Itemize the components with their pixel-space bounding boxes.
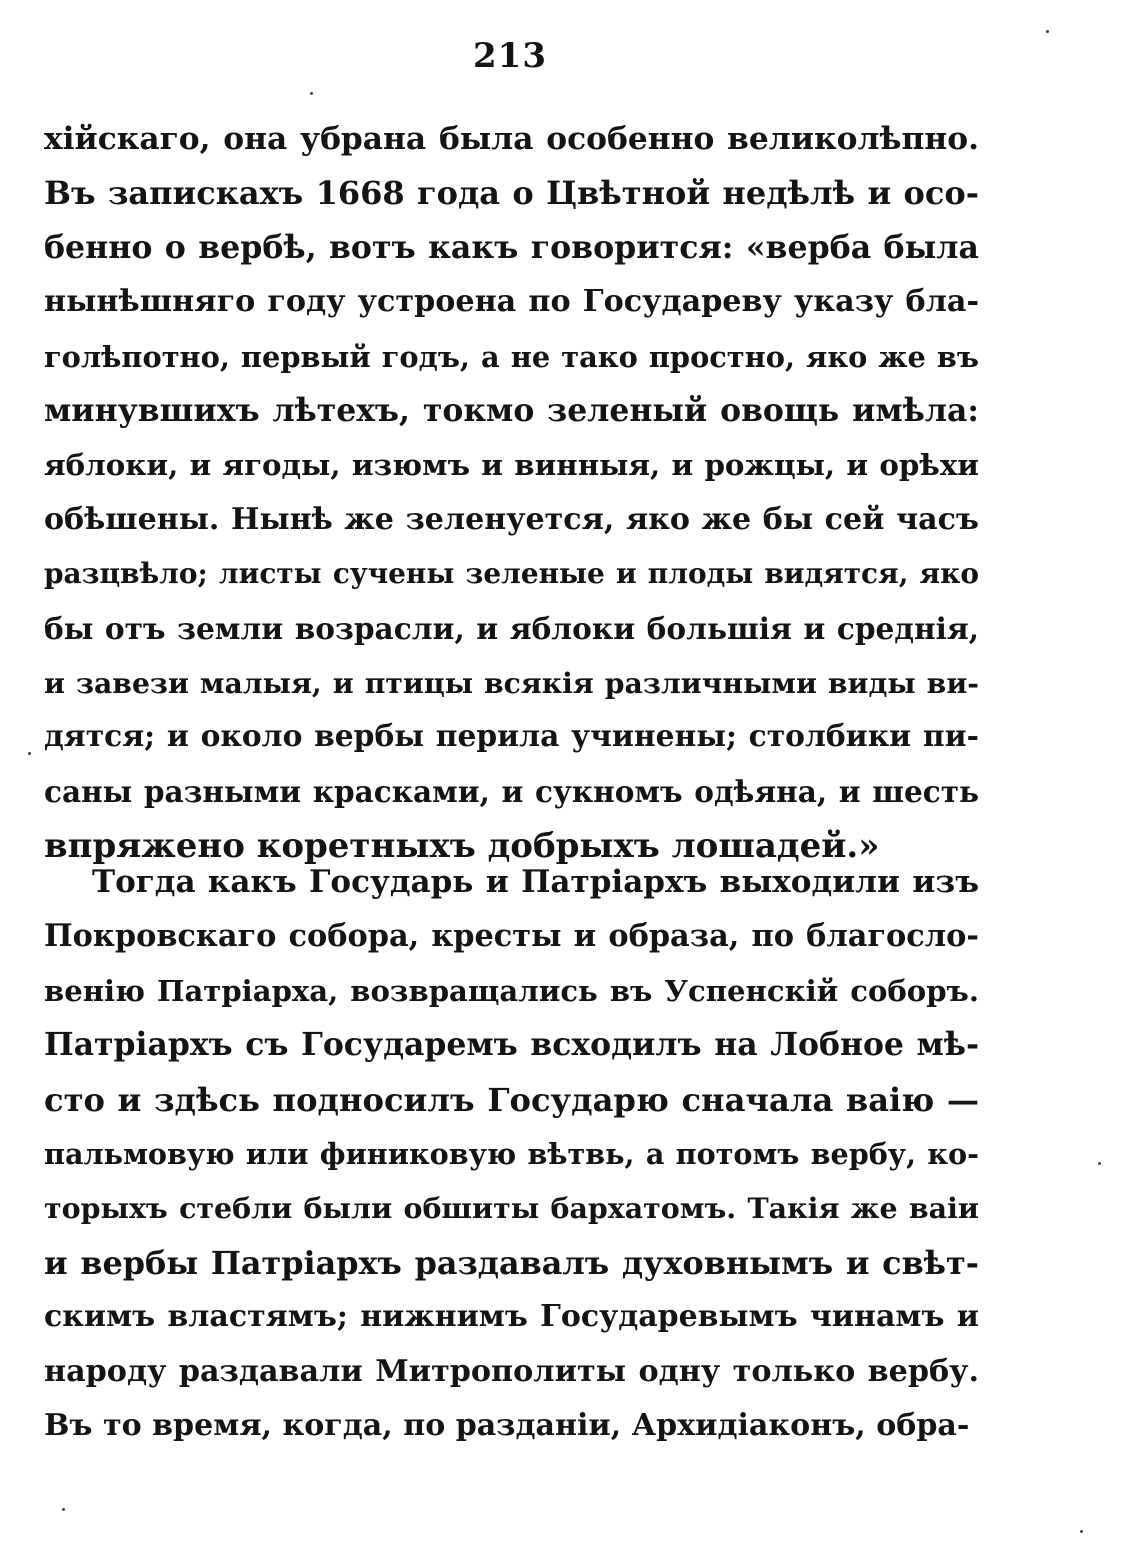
print-speck: [28, 752, 31, 755]
text-line: сто и здѣсь подносилъ Государю сначала ваію —: [44, 1080, 979, 1119]
text-line: яблоки, и ягоды, изюмъ и винныя, и рожцы, и орѣхи: [44, 448, 979, 483]
text-line: бенно о вербѣ, вотъ какъ говорится: «верба была: [44, 228, 979, 266]
text-line: народу раздавали Митрополиты одну только вербу.: [44, 1353, 979, 1389]
text-line: и завези малыя, и птицы всякія различными виды ви-: [44, 665, 979, 700]
print-speck: [1080, 1530, 1083, 1533]
text-line: хійскаго, она убрана была особенно великолѣпно.: [44, 121, 979, 157]
page-number: 213: [473, 36, 547, 76]
text-line: нынѣшняго году устроена по Государеву указу бла-: [44, 284, 979, 320]
text-line: голѣпотно, первый годъ, а не тако простно, яко же въ: [44, 339, 979, 374]
text-line: Въ то время, когда, по разданіи, Архидіаконъ, обра-: [44, 1407, 970, 1443]
text-line: минувшихъ лѣтехъ, токмо зеленый овощь имѣла:: [44, 391, 979, 429]
text-line: пальмовую или финиковую вѣтвь, а потомъ вербу, ко-: [44, 1136, 979, 1171]
text-line: и вербы Патріархъ раздавалъ духовнымъ и свѣт-: [44, 1243, 979, 1282]
text-line: торыхъ стебли были обшиты бархатомъ. Такія же ваіи: [44, 1191, 979, 1226]
print-speck: [62, 1508, 65, 1511]
paragraph-1: [44, 112, 979, 873]
text-line: саны разными красками, и сукномъ одѣяна, и шесть: [44, 773, 979, 809]
text-line: скимъ властямъ; нижнимъ Государевымъ чинамъ и: [44, 1299, 979, 1335]
print-speck: [1098, 1162, 1101, 1165]
text-line: дятся; и около вербы перила учинены; столбики пи-: [44, 719, 979, 755]
text-line: обѣшены. Нынѣ же зеленуется, яко же бы сей часъ: [44, 501, 979, 537]
text-line: бы отъ земли возрасли, и яблоки большія и среднія,: [44, 610, 979, 646]
text-line: венію Патріарха, возвращались въ Успенскій соборъ.: [44, 973, 979, 1008]
text-line: Патріархъ съ Государемъ всходилъ на Лобное мѣ-: [44, 1026, 979, 1064]
text-line: Покровскаго собора, кресты и образа, по благосло-: [44, 918, 979, 955]
print-speck: [310, 92, 313, 95]
text-line: разцвѣло; листы сучены зеленые и плоды видятся, яко: [44, 557, 979, 591]
paragraph-2: [44, 855, 979, 1453]
text-line: Въ запискахъ 1668 года о Цвѣтной недѣлѣ и осо-: [44, 174, 979, 213]
text-line: Тогда какъ Государь и Патріархъ выходили изъ: [92, 864, 979, 900]
text-line: впряжено коретныхъ добрыхъ лошадей.»: [44, 826, 880, 867]
print-speck: [1046, 30, 1049, 33]
